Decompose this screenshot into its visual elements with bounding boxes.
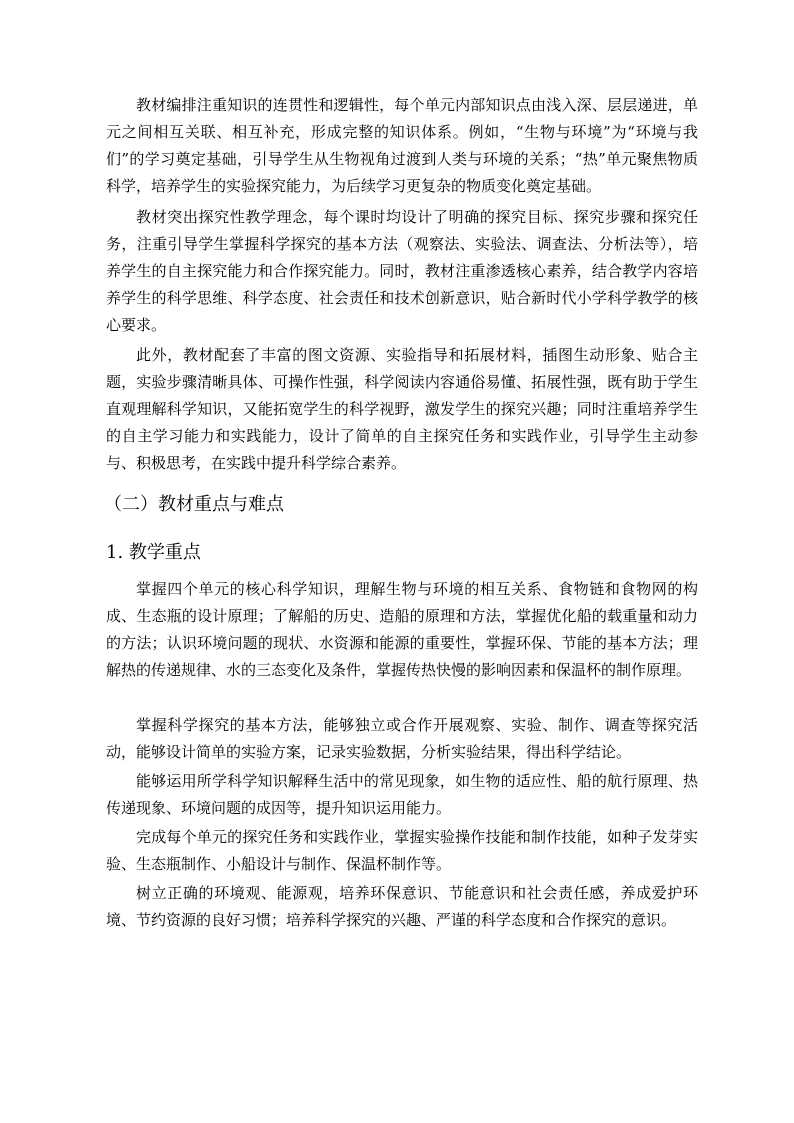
- key-paragraph-2: 掌握科学探究的基本方法，能够独立或合作开展观察、实验、制作、调查等探究活动，能够设计简单的实验方案，记录实验数据，分析实验结果，得出科学结论。: [106, 716, 698, 761]
- key-paragraph-1: 掌握四个单元的核心科学知识，理解生物与环境的相互关系、食物链和食物网的构成、生态瓶的设计原理；了解船的历史、造船的原理和方法，掌握优化船的载重量和动力的方法；认识环境问题的现状、水资源和能源的重要性，掌握环保、节能的基本方法；理解热的传递规律、水的三态变化及条件，掌握传热快慢的影响因素和保温杯的制作原理。: [106, 580, 698, 679]
- sub-heading-teaching-focus: 1. 教学重点: [106, 542, 201, 563]
- intro-paragraph-1: 教材编排注重知识的连贯性和逻辑性，每个单元内部知识点由浅入深、层层递进，单元之间相互关联、相互补充，形成完整的知识体系。例如，“生物与环境”为“环境与我们”的学习奠定基础，引导学生从生物视角过渡到人类与环境的关系；“热”单元聚焦物质科学，培养学生的实验探究能力，为后续学习更复杂的物质变化奠定基础。: [106, 96, 698, 195]
- key-paragraph-4: 完成每个单元的探究任务和实践作业，掌握实验操作技能和制作技能，如种子发芽实验、生态瓶制作、小船设计与制作、保温杯制作等。: [106, 828, 698, 873]
- intro-paragraph-3: 此外，教材配套了丰富的图文资源、实验指导和拓展材料，插图生动形象、贴合主题，实验步骤清晰具体、可操作性强，科学阅读内容通俗易懂、拓展性强，既有助于学生直观理解科学知识，又能拓宽学生的科学视野，激发学生的探究兴趣；同时注重培养学生的自主学习能力和实践能力，设计了简单的自主探究任务和实践作业，引导学生主动参与、积极思考，在实践中提升科学综合素养。: [106, 346, 698, 472]
- intro-paragraph-2: 教材突出探究性教学理念，每个课时均设计了明确的探究目标、探究步骤和探究任务，注重引导学生掌握科学探究的基本方法（观察法、实验法、调查法、分析法等），培养学生的自主探究能力和合作探究能力。同时，教材注重渗透核心素养，结合教学内容培养学生的科学思维、科学态度、社会责任和技术创新意识，贴合新时代小学科学教学的核心要求。: [106, 208, 698, 334]
- section-heading: （二）教材重点与难点: [104, 494, 284, 515]
- key-paragraph-5: 树立正确的环境观、能源观，培养环保意识、节能意识和社会责任感，养成爱护环境、节约资源的良好习惯；培养科学探究的兴趣、严谨的科学态度和合作探究的意识。: [106, 884, 698, 929]
- key-paragraph-3: 能够运用所学科学知识解释生活中的常见现象，如生物的适应性、船的航行原理、热传递现象、环境问题的成因等，提升知识运用能力。: [106, 772, 698, 817]
